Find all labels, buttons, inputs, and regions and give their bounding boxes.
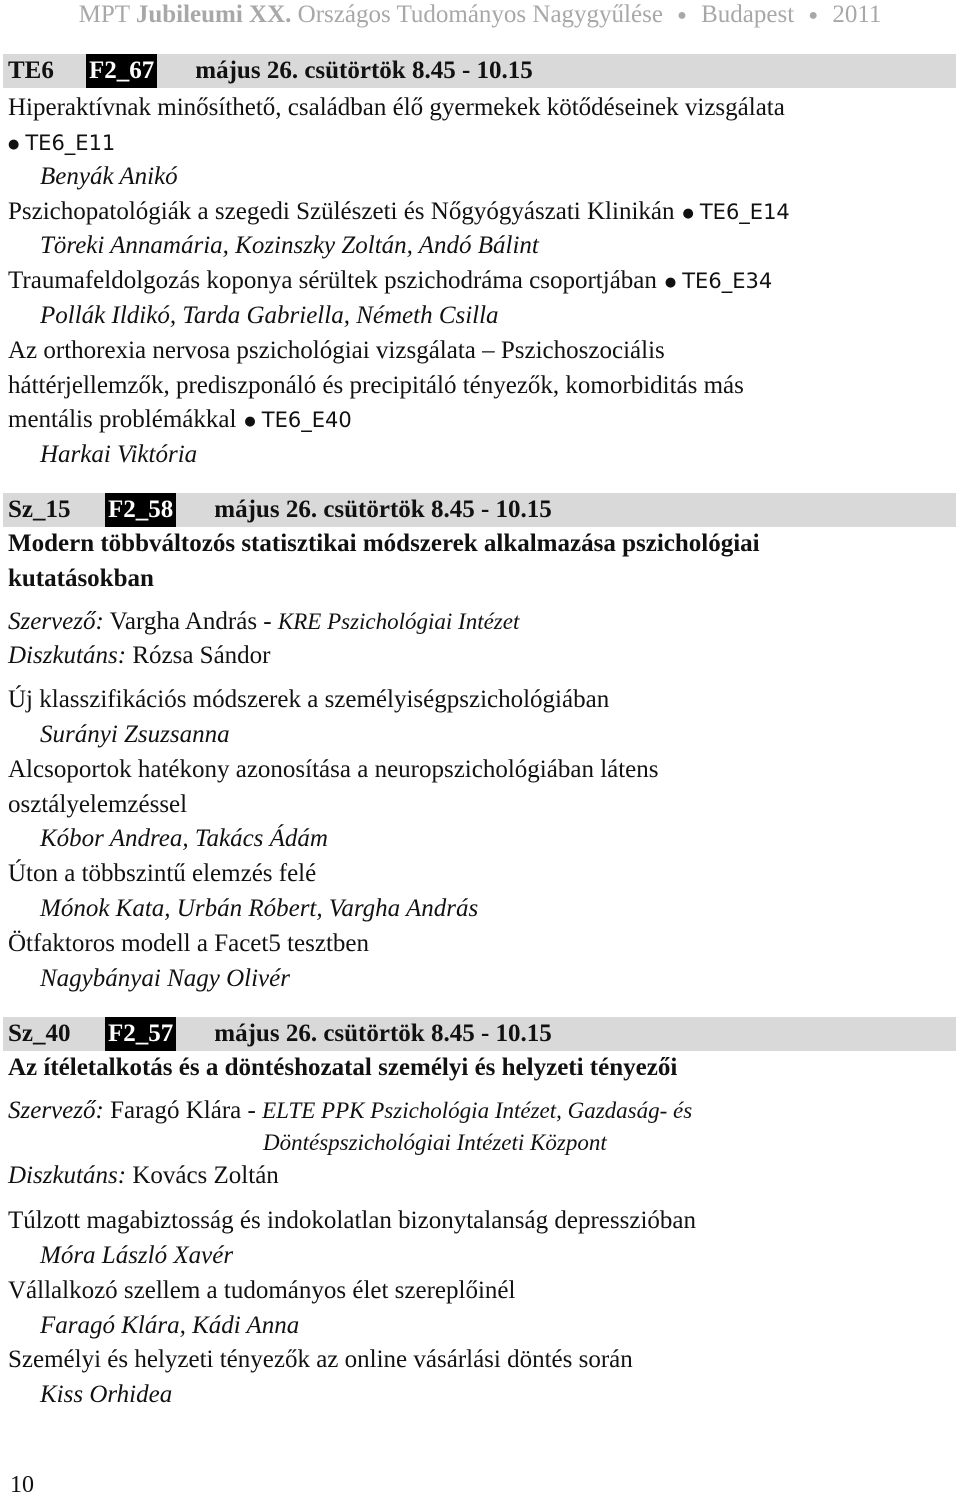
talk-title-line: osztályelemzéssel xyxy=(8,791,188,818)
talk-title: Ötfaktoros modell a Facet5 tesztben xyxy=(8,930,369,957)
bullet-icon: ● xyxy=(664,274,677,290)
bullet-icon: ● xyxy=(682,205,694,221)
talk-authors: Faragó Klára, Kádi Anna xyxy=(40,1312,300,1339)
talk-authors: Kóbor Andrea, Takács Ádám xyxy=(40,825,328,852)
talk-code: TE6_E40 xyxy=(261,408,352,432)
room-tag: F2_57 xyxy=(105,1017,176,1051)
talk-title: Vállalkozó szellem a tudományos élet szereplőinél xyxy=(8,1277,516,1304)
bullet-icon: ● xyxy=(677,7,687,25)
room-tag: F2_67 xyxy=(86,54,157,88)
talk-title: Pszichopatológiák a szegedi Szülészeti és Nőgyógyászati Klinikán ● TE6_E14 xyxy=(8,198,790,225)
symposium-title: Az ítéletalkotás és a döntéshozatal személyi és helyzeti tényezői xyxy=(8,1054,678,1081)
organizer-institution: Döntéspszichológiai Intézeti Központ xyxy=(263,1130,607,1155)
session-date: május 26. csütörtök 8.45 - 10.15 xyxy=(214,496,552,523)
session-date: május 26. csütörtök 8.45 - 10.15 xyxy=(214,1020,552,1047)
organizer-line: Szervező: Faragó Klára - ELTE PPK Pszichológia Intézet, Gazdaság- és xyxy=(8,1097,693,1124)
session-code: TE6 xyxy=(8,57,54,84)
session-bar-te6 xyxy=(3,54,956,88)
talk-authors: Kiss Orhidea xyxy=(40,1381,173,1408)
bullet-icon: ● xyxy=(8,136,20,152)
talk-title: Traumafeldolgozás koponya sérültek pszichodráma csoportjában ● TE6_E34 xyxy=(8,267,773,294)
talk-authors: Pollák Ildikó, Tarda Gabriella, Németh Csilla xyxy=(40,302,499,329)
talk-code-line xyxy=(8,129,115,157)
talk-title: Túlzott magabiztosság és indokolatlan bizonytalanság depresszióban xyxy=(8,1207,697,1234)
header-year: 2011 xyxy=(832,1,882,28)
talk-authors: Surányi Zsuzsanna xyxy=(40,721,230,748)
talk-title-line: Alcsoportok hatékony azonosítása a neuropszichológiában látens xyxy=(8,756,659,783)
discussant-line: Diszkutáns: Kovács Zoltán xyxy=(8,1162,279,1189)
talk-title: Új klasszifikációs módszerek a személyiségpszichológiában xyxy=(8,686,610,713)
session-date: május 26. csütörtök 8.45 - 10.15 xyxy=(195,57,533,84)
talk-authors: Nagybányai Nagy Olivér xyxy=(40,965,290,992)
talk-title-line: háttérjellemzők, prediszponáló és precipitáló tényezők, komorbiditás más xyxy=(8,372,744,399)
talk-title: Személyi és helyzeti tényezők az online vásárlási döntés során xyxy=(8,1346,633,1373)
header-jubilee: Jubileumi XX. xyxy=(135,1,292,28)
page-number: 10 xyxy=(10,1472,34,1498)
talk-title: Hiperaktívnak minősíthető, családban élő gyermekek kötődéseinek vizsgálata xyxy=(8,94,785,121)
header-title: Országos Tudományos Nagygyűlése xyxy=(297,1,663,28)
talk-authors: Mónok Kata, Urbán Róbert, Vargha András xyxy=(40,895,479,922)
header-city: Budapest xyxy=(701,1,795,28)
session-bar-sz40 xyxy=(3,1017,956,1051)
session-bar-sz15 xyxy=(3,493,956,527)
organizer-line: Szervező: Vargha András - KRE Pszichológiai Intézet xyxy=(8,608,520,635)
session-code: Sz_40 xyxy=(8,1020,71,1047)
talk-code: TE6_E11 xyxy=(25,131,116,155)
talk-title-line: Az orthorexia nervosa pszichológiai vizsgálata – Pszichoszociális xyxy=(8,337,665,364)
talk-authors: Töreki Annamária, Kozinszky Zoltán, Andó Bálint xyxy=(40,232,539,259)
talk-authors: Móra László Xavér xyxy=(40,1242,234,1269)
session-code: Sz_15 xyxy=(8,496,71,523)
running-header xyxy=(0,0,960,32)
talk-authors: Benyák Anikó xyxy=(40,163,178,190)
talk-authors: Harkai Viktória xyxy=(40,441,198,468)
talk-title-line: mentális problémákkal ● TE6_E40 xyxy=(8,406,352,433)
discussant-line: Diszkutáns: Rózsa Sándor xyxy=(8,642,271,669)
talk-code: TE6_E14 xyxy=(699,200,790,224)
bullet-icon: ● xyxy=(808,7,819,25)
bullet-icon: ● xyxy=(244,413,256,429)
talk-code: TE6_E34 xyxy=(682,269,773,293)
symposium-title-line: Modern többváltozós statisztikai módszerek alkalmazása pszichológiai xyxy=(8,530,760,557)
header-prefix: MPT xyxy=(78,1,130,28)
symposium-title-line: kutatásokban xyxy=(8,565,154,592)
room-tag: F2_58 xyxy=(105,493,176,527)
talk-title: Úton a többszintű elemzés felé xyxy=(8,860,317,887)
